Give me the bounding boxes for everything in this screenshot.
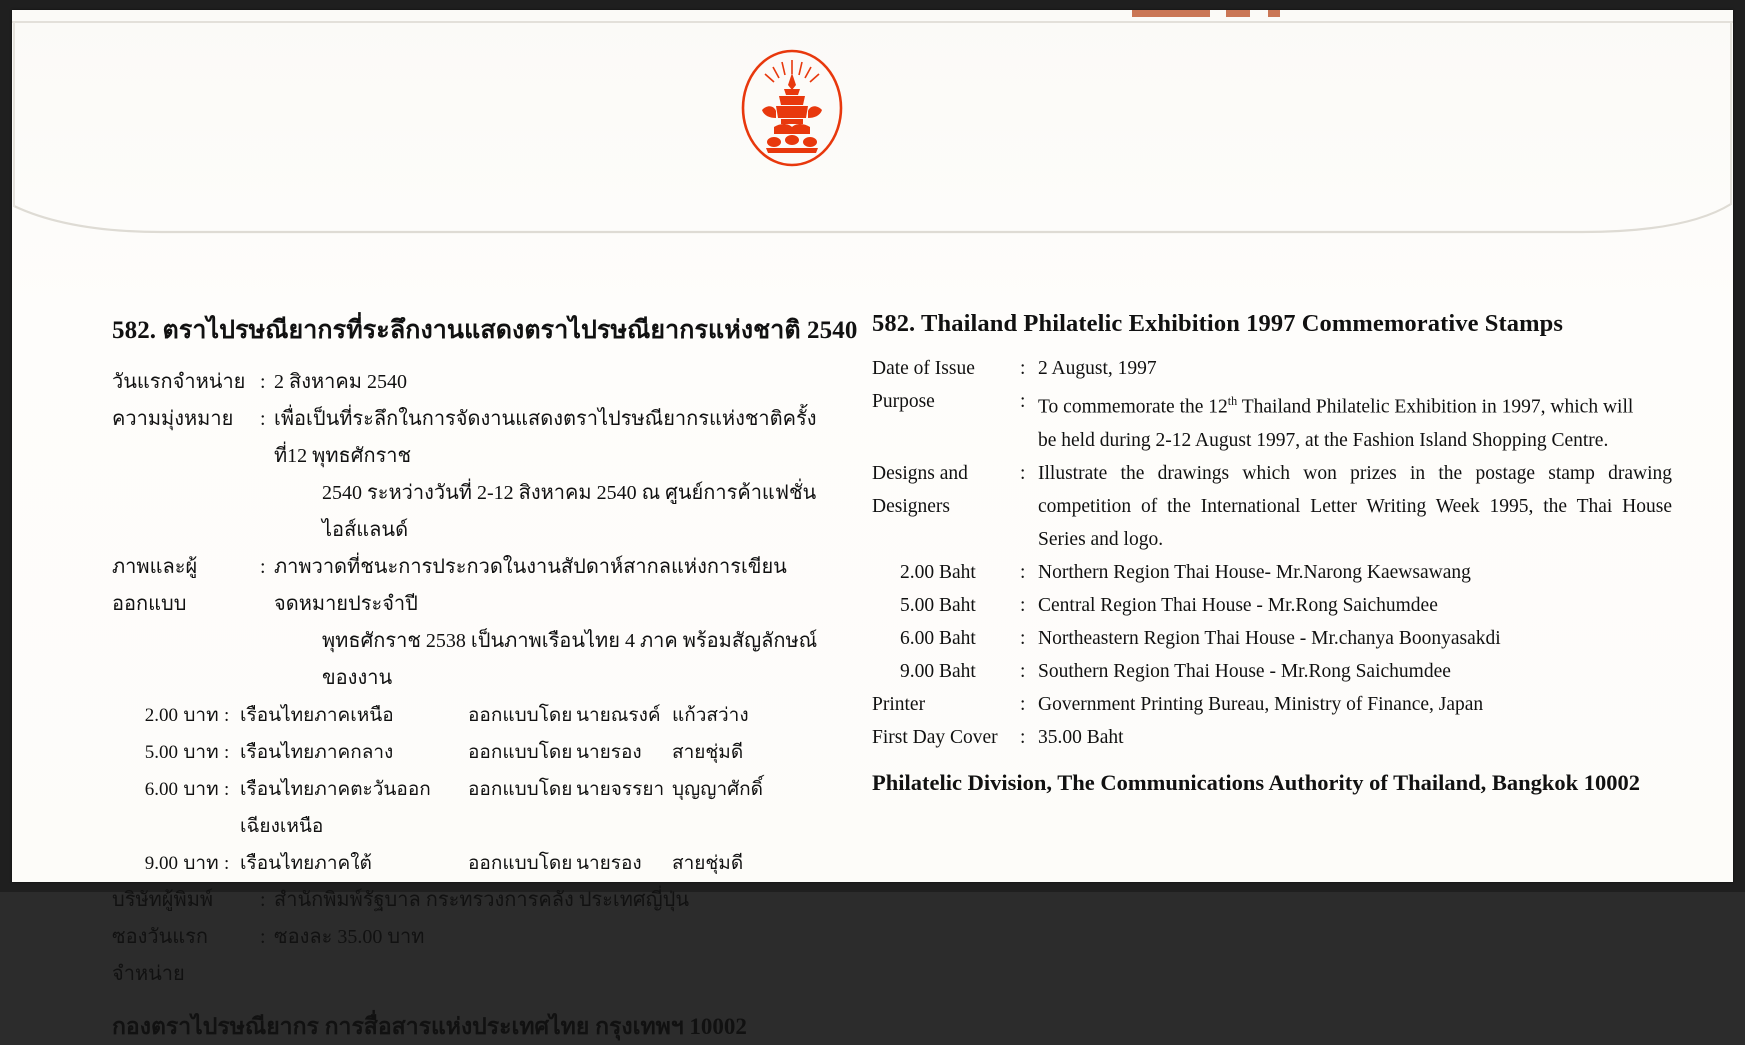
english-designs-row [872,457,1672,490]
thai-field-value: ภาพวาดที่ชนะการประกวดในงานสัปดาห์สากลแห่งการเขียนจดหมายประจำปี [274,556,787,615]
thai-footer: กองตราไปรษณียากร การสื่อสารแห่งประเทศไทย กรุงเทพฯ 10002 [112,1014,747,1039]
english-stamp-denomination: 6.00 Baht [900,627,976,649]
english-stamp-description: Northeastern Region Thai House - Mr.chanya Boonyasakdi [1038,627,1501,649]
thai-stamp-amount: 2.00 [144,705,178,726]
english-field-label: Date of Issue [872,358,975,379]
english-field-colon: : [1020,391,1026,412]
english-stamp-denomination: 5.00 Baht [900,594,976,616]
english-field-colon: : [1020,462,1026,484]
english-stamp-colon: : [1020,561,1026,583]
english-stamp-description: Central Region Thai House - Mr.Rong Saichumdee [1038,594,1438,616]
thai-stamp-description: เรือนไทยภาคกลาง [240,742,394,763]
thai-stamp-description: เรือนไทยภาคเหนือ [240,705,394,726]
thai-stamp-designer-first: นายรอง [576,742,642,763]
thai-stamp-row [112,697,842,734]
english-designs-row-cont [872,490,1672,523]
english-field-row [872,721,1672,754]
thai-stamp-amount: 9.00 [144,853,178,874]
envelope-flap [12,10,1733,255]
thai-field-row [112,919,842,993]
thai-stamp-designed-by: ออกแบบโดย [468,742,573,763]
english-stamp-row [872,655,1672,688]
english-stamp-row [872,589,1672,622]
thai-field-row-cont [112,475,842,549]
english-stamp-row [872,622,1672,655]
thai-field-row [112,549,842,623]
thai-stamp-designer-first: นายรอง [576,853,642,874]
english-field-label: Purpose [872,391,935,412]
english-field-label: First Day Cover [872,726,998,748]
thai-stamp-amount: 5.00 [144,742,178,763]
english-stamp-description: Northern Region Thai House- Mr.Narong Kaewsawang [1038,561,1471,583]
thai-field-colon: : [260,371,266,393]
english-stamp-denomination: 9.00 Baht [900,660,976,682]
thai-stamp-row [112,771,842,845]
thai-field-value: พุทธศักราช 2538 เป็นภาพเรือนไทย 4 ภาค พร้อมสัญลักษณ์ของงาน [322,630,818,689]
purpose-text-a: To commemorate the 12 [1038,396,1228,418]
english-stamp-colon: : [1020,627,1026,649]
thai-field-value: 2540 ระหว่างวันที่ 2-12 สิงหาคม 2540 ณ ศูนย์การค้าแฟชั่นไอส์แลนด์ [322,482,817,541]
english-designs-cont: Series and logo. [1038,528,1164,550]
english-stamp-colon: : [1020,594,1026,616]
english-field-row [872,688,1672,721]
thai-field-label: บริษัทผู้พิมพ์ [112,889,214,911]
english-stamp-row [872,556,1672,589]
english-stamp-colon: : [1020,660,1026,682]
english-purpose-cont: be held during 2-12 August 1997, at the Fashion Island Shopping Centre. [1038,429,1609,451]
thai-field-colon: : [260,889,266,911]
thai-field-label: ซองวันแรกจำหน่าย [112,926,208,985]
thai-stamp-designer-last: สายชุ่มดี [672,853,744,874]
thai-field-value: เพื่อเป็นที่ระลึกในการจัดงานแสดงตราไปรษณียากรแห่งชาติครั้งที่12 พุทธศักราช [274,408,817,467]
thai-title: 582. ตราไปรษณียากรที่ระลึกงานแสดงตราไปรษณียากรแห่งชาติ 2540 [112,317,858,344]
thai-stamp-designed-by: ออกแบบโดย [468,779,573,800]
english-footer: Philatelic Division, The Communications Authority of Thailand, Bangkok 10002 [872,769,1641,795]
english-field-value: competition of the International Letter Writing Week 1995, the Thai House [1038,495,1672,517]
garuda-postal-emblem-icon [732,48,852,168]
thai-stamp-row [112,845,842,882]
thai-field-row-cont [112,623,842,697]
thai-field-value: 2 สิงหาคม 2540 [274,371,407,393]
thai-stamp-colon: : [224,853,230,874]
english-field-value: Government Printing Bureau, Ministry of Finance, Japan [1038,693,1484,715]
thai-stamp-description: เรือนไทยภาคตะวันออกเฉียงเหนือ [240,779,431,837]
thai-field-label: ความมุ่งหมาย [112,408,234,430]
ordinal-suffix: th [1227,394,1238,408]
thai-field-row [112,401,842,475]
thai-field-row [112,882,842,919]
thai-stamp-description: เรือนไทยภาคใต้ [240,853,372,874]
envelope [12,10,1733,1039]
thai-field-label: วันแรกจำหน่าย [112,371,246,393]
english-column [872,310,1672,796]
thai-stamp-unit: บาท [183,742,219,763]
thai-stamp-colon: : [224,742,230,763]
thai-field-colon: : [260,556,266,578]
english-field-row [872,352,1672,385]
thai-stamp-amount: 6.00 [144,779,178,800]
thai-field-value: สำนักพิมพ์รัฐบาล กระทรวงการคลัง ประเทศญี่ปุ่น [274,889,690,911]
english-field-value: 35.00 Baht [1038,726,1124,748]
thai-field-row [112,364,842,401]
thai-stamp-designer-first: นายณรงค์ [576,705,661,726]
thai-stamp-unit: บาท [183,705,219,726]
thai-field-colon: : [260,408,266,430]
thai-stamp-designed-by: ออกแบบโดย [468,853,573,874]
english-field-value [1038,385,1672,424]
thai-stamp-designed-by: ออกแบบโดย [468,705,573,726]
thai-column [112,310,858,1045]
thai-field-colon: : [260,926,266,948]
thai-stamp-colon: : [224,779,230,800]
english-field-label: Printer [872,693,926,715]
purpose-text-b: Thailand Philatelic Exhibition in 1997, which will [1237,396,1634,418]
english-title: 582. Thailand Philatelic Exhibition 1997 Commemorative Stamps [872,310,1563,337]
thai-field-value: ซองละ 35.00 บาท [274,926,425,948]
thai-stamp-unit: บาท [183,853,219,874]
thai-stamp-designer-last: สายชุ่มดี [672,742,744,763]
english-field-label-2: Designers [872,495,950,517]
thai-field-label: ภาพและผู้ออกแบบ [112,556,198,615]
english-field-value: 2 August, 1997 [1038,358,1157,379]
thai-stamp-designer-last: แก้วสว่าง [672,705,749,726]
english-stamp-description: Southern Region Thai House - Mr.Rong Saichumdee [1038,660,1451,682]
english-purpose-row [872,385,1672,424]
thai-stamp-designer-first: นายจรรยา [576,779,665,800]
thai-stamp-colon: : [224,705,230,726]
english-field-value: Illustrate the drawings which won prizes in the postage stamp drawing [1038,462,1672,484]
thai-stamp-designer-last: บุญญาศักดิ์ [672,779,764,800]
english-field-colon: : [1020,358,1026,379]
english-field-colon: : [1020,726,1026,748]
thai-stamp-unit: บาท [183,779,219,800]
english-field-label: Designs and [872,462,968,484]
thai-stamp-row [112,734,842,771]
english-stamp-denomination: 2.00 Baht [900,561,976,583]
english-field-colon: : [1020,693,1026,715]
